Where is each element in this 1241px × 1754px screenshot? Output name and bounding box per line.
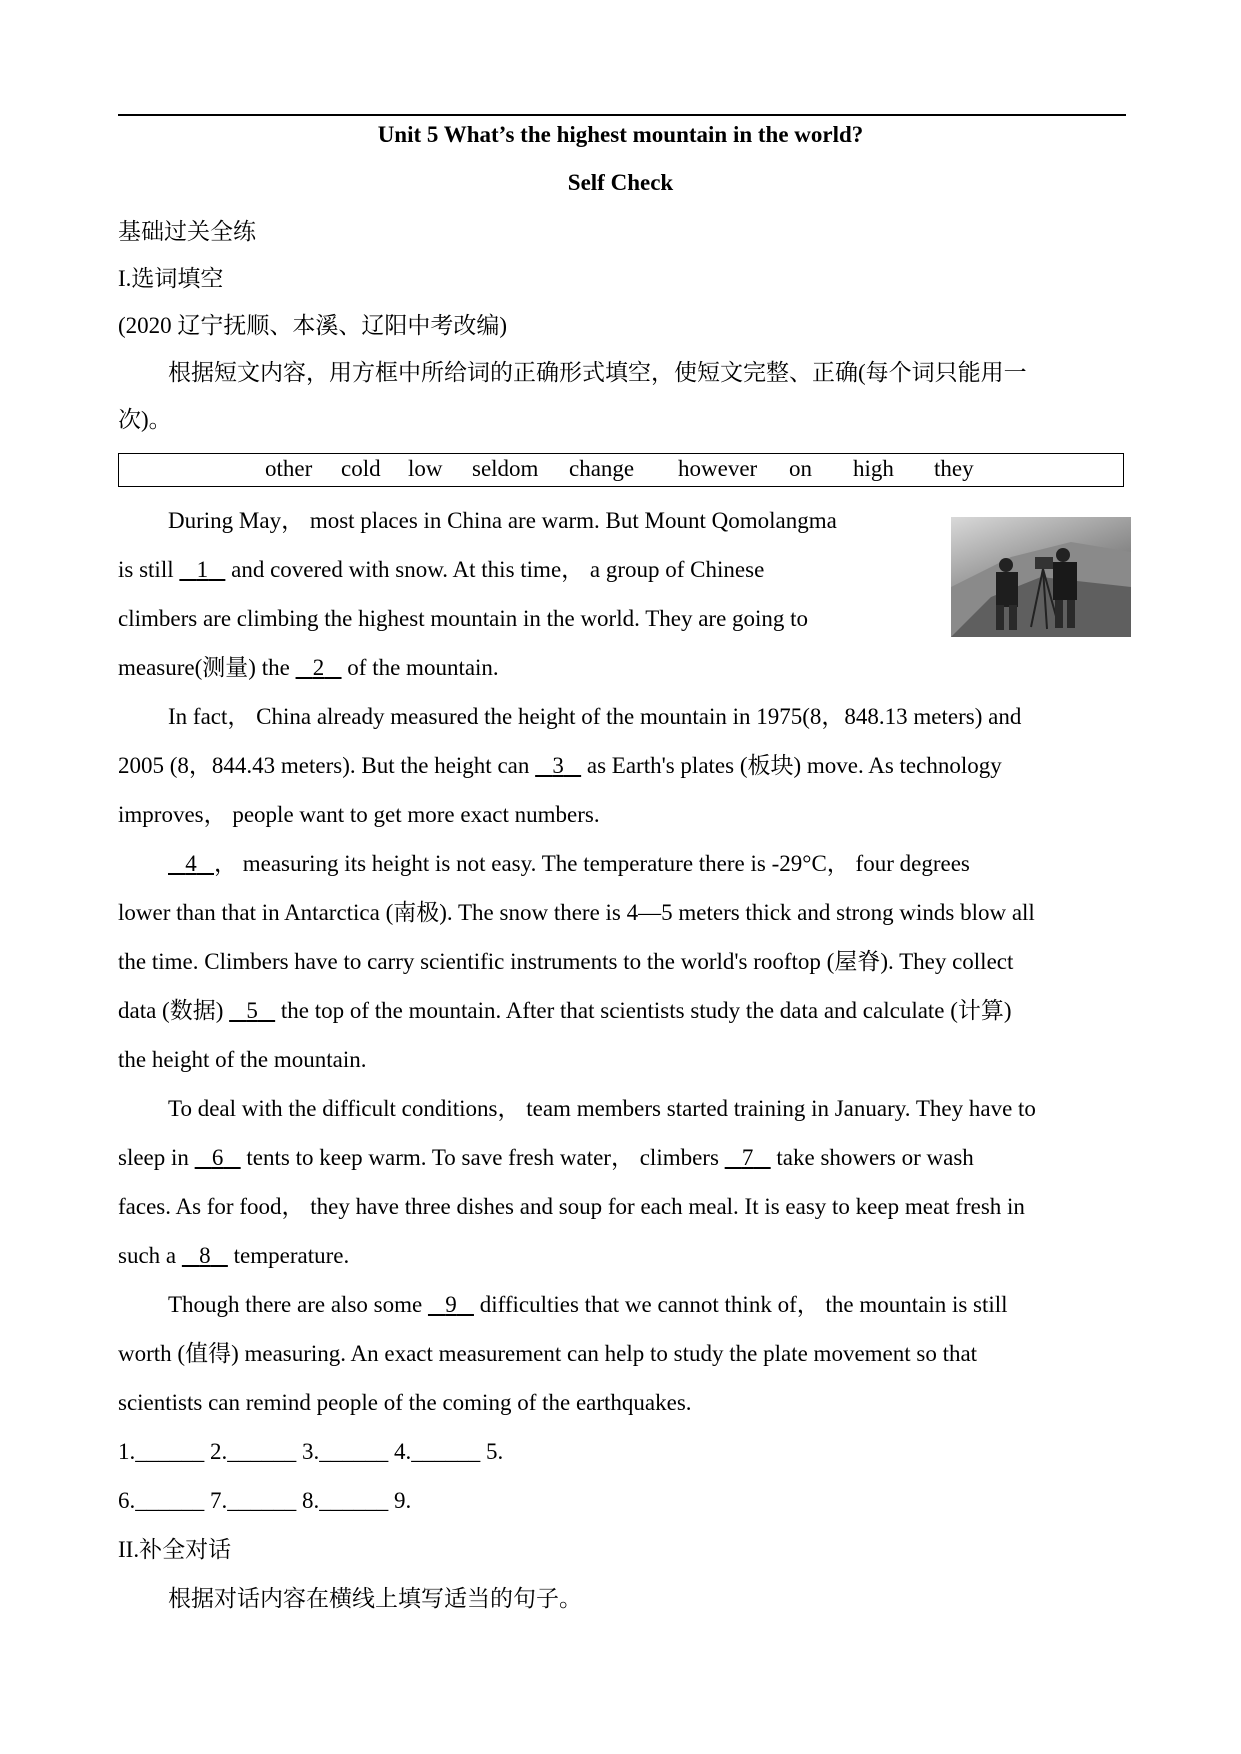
- section-heading: 基础过关全练: [118, 219, 256, 244]
- blank-4: 4: [185, 851, 197, 876]
- p2-line-2-text-a: 2005 (8，844.43 meters). But the height can: [118, 753, 530, 778]
- p5-line-1: [168, 1290, 1008, 1320]
- p4-line-1: To deal with the difficult conditions， team members started training in January. They have to: [168, 1096, 1036, 1121]
- exercise-source: (2020 辽宁抚顺、本溪、辽阳中考改编): [118, 313, 508, 338]
- blank-6: 6: [211, 1145, 224, 1170]
- p5-line-1-text-b: difficulties that we cannot think of， the mountain is still: [479, 1292, 1008, 1317]
- p3-line-3: the time. Climbers have to carry scientific instruments to the world's rooftop (屋脊). They collect: [118, 949, 1014, 974]
- p1-line-1: During May， most places in China are warm. But Mount Qomolangma: [168, 508, 837, 533]
- p1-line-4-text-b: of the mountain.: [347, 655, 499, 680]
- blank-1: 1: [196, 557, 209, 582]
- word-bank-item: change: [569, 456, 635, 481]
- p4-line-2-text-c: take showers or wash: [776, 1145, 974, 1170]
- p4-line-4-text-b: temperature.: [233, 1243, 350, 1268]
- p4-line-2-text-b: tents to keep warm. To save fresh water， climbers: [246, 1145, 719, 1170]
- p2-line-2-text-b: as Earth's plates (板块) move. As technology: [586, 753, 1002, 778]
- part2-heading: II.补全对话: [118, 1537, 232, 1562]
- part1-heading: I.选词填空: [118, 266, 224, 291]
- p1-line-4: [118, 653, 499, 683]
- blank-7: 7: [741, 1145, 754, 1170]
- p1-line-4-text-a: measure(测量) the: [118, 655, 290, 680]
- part2-instruction: 根据对话内容在横线上填写适当的句子。: [168, 1586, 582, 1611]
- p5-line-1-text-a: Though there are also some: [168, 1292, 423, 1317]
- word-bank-box: [118, 453, 1124, 487]
- answer-row-2: 6.______ 7.______ 8.______ 9.: [118, 1488, 412, 1513]
- blank-2: 2: [312, 655, 325, 680]
- answer-row-1: 1.______ 2.______ 3.______ 4.______ 5.: [118, 1439, 504, 1464]
- p1-line-3: climbers are climbing the highest mountain in the world. They are going to: [118, 606, 809, 631]
- word-bank-item: high: [853, 456, 894, 481]
- word-bank-item: other: [265, 456, 313, 481]
- p3-line-1: [168, 849, 970, 879]
- instruction-line-1: 根据短文内容，用方框中所给词的正确形式填空，使短文完整、正确(每个词只能用一: [168, 360, 1027, 385]
- page-title: Unit 5 What’s the highest mountain in the world?: [377, 122, 864, 147]
- p1-line-2: [118, 555, 764, 585]
- p4-line-2: [118, 1143, 974, 1173]
- instruction-line-2: 次)。: [118, 407, 172, 432]
- p4-line-4-text-a: such a: [118, 1243, 177, 1268]
- blank-3: 3: [552, 753, 564, 778]
- p3-line-1-text: ， measuring its height is not easy. The temperature there is -29°C， four degrees: [214, 851, 970, 876]
- p2-line-1: In fact， China already measured the height of the mountain in 1975(8，848.13 meters) and: [168, 704, 1022, 729]
- header-rule: [118, 114, 1126, 116]
- p5-line-3: scientists can remind people of the coming of the earthquakes.: [118, 1390, 692, 1415]
- p2-line-2: [118, 751, 1002, 781]
- p2-line-3: improves， people want to get more exact numbers.: [118, 802, 600, 827]
- climbers-photo: [951, 517, 1131, 637]
- p4-line-4: [118, 1241, 349, 1271]
- p3-line-4: [118, 996, 1012, 1026]
- word-bank-item: cold: [341, 456, 381, 481]
- p5-line-2: worth (值得) measuring. An exact measurement can help to study the plate movement so that: [118, 1341, 978, 1366]
- p3-line-2: lower than that in Antarctica (南极). The snow there is 4—5 meters thick and strong winds blow all: [118, 900, 1035, 925]
- word-bank-item: on: [789, 456, 812, 481]
- p1-line-2-text-b: and covered with snow. At this time， a group of Chinese: [231, 557, 765, 582]
- blank-5: 5: [246, 998, 258, 1023]
- p1-line-2-text-a: is still: [118, 557, 174, 582]
- word-bank-item: they: [934, 456, 974, 481]
- blank-9: 9: [445, 1292, 457, 1317]
- word-bank-item: however: [678, 456, 758, 481]
- page-subtitle: Self Check: [567, 170, 674, 195]
- p3-line-4-text-a: data (数据): [118, 998, 224, 1023]
- p4-line-2-text-a: sleep in: [118, 1145, 189, 1170]
- p4-line-3: faces. As for food， they have three dishes and soup for each meal. It is easy to keep meat fresh in: [118, 1194, 1025, 1219]
- word-bank-item: seldom: [472, 456, 539, 481]
- p3-line-5: the height of the mountain.: [118, 1047, 367, 1072]
- blank-8: 8: [199, 1243, 211, 1268]
- word-bank-item: low: [408, 456, 443, 481]
- p3-line-4-text-b: the top of the mountain. After that scientists study the data and calculate (计算): [280, 998, 1012, 1023]
